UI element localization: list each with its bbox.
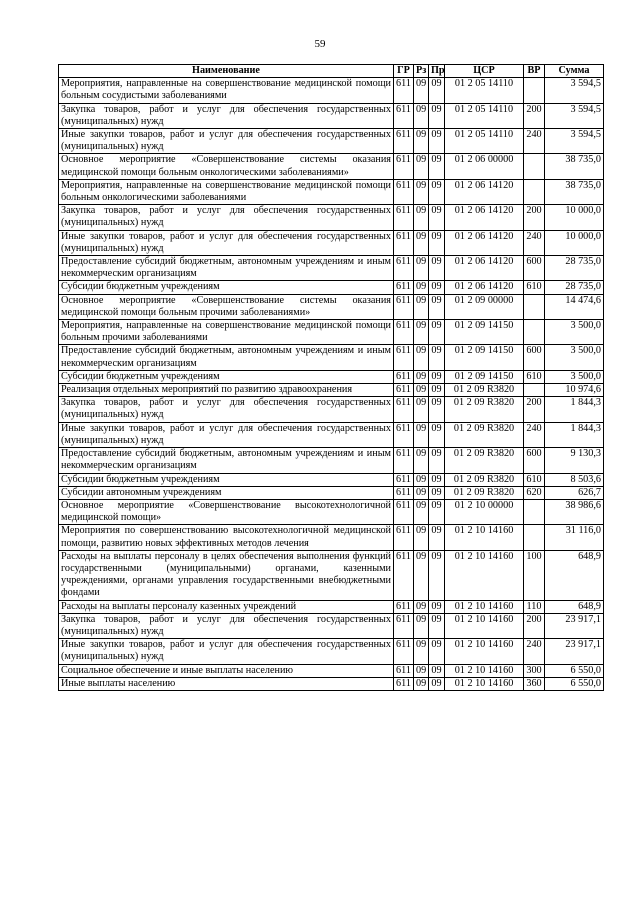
- row-csr: 01 2 09 R3820: [445, 397, 524, 422]
- table-row: [59, 103, 604, 128]
- row-vr: 620: [524, 486, 545, 499]
- row-vr: 240: [524, 639, 545, 664]
- row-csr: 01 2 09 14150: [445, 345, 524, 370]
- row-sum: 28 735,0: [545, 256, 604, 281]
- row-csr: 01 2 05 14110: [445, 129, 524, 154]
- row-rz: 09: [414, 129, 429, 154]
- header-name: Наименование: [59, 65, 394, 78]
- row-vr: 100: [524, 550, 545, 600]
- row-name: Расходы на выплаты персоналу казенных учреждений: [59, 600, 394, 613]
- row-rz: 09: [414, 179, 429, 204]
- table-row: [59, 230, 604, 255]
- row-pr: 09: [429, 294, 445, 319]
- row-vr: 110: [524, 600, 545, 613]
- row-csr: 01 2 10 14160: [445, 613, 524, 638]
- row-name: Мероприятия, направленные на совершенствование медицинской помощи больным сосудистыми заболеваниями: [59, 78, 394, 103]
- row-sum: 38 735,0: [545, 154, 604, 179]
- row-gr: 611: [394, 499, 414, 524]
- row-gr: 611: [394, 320, 414, 345]
- row-name: Основное мероприятие «Совершенствование системы оказания медицинской помощи больным прочими заболеваниями»: [59, 294, 394, 319]
- table-row: [59, 613, 604, 638]
- row-rz: 09: [414, 525, 429, 550]
- row-vr: [524, 525, 545, 550]
- row-gr: 611: [394, 473, 414, 486]
- row-name: Субсидии бюджетным учреждениям: [59, 370, 394, 383]
- row-gr: 611: [394, 205, 414, 230]
- row-rz: 09: [414, 664, 429, 677]
- table-row: [59, 473, 604, 486]
- header-row: [59, 65, 604, 78]
- row-gr: 611: [394, 78, 414, 103]
- row-sum: 10 974,6: [545, 384, 604, 397]
- row-gr: 611: [394, 230, 414, 255]
- row-rz: 09: [414, 550, 429, 600]
- table-row: [59, 499, 604, 524]
- row-gr: 611: [394, 550, 414, 600]
- row-name: Иные закупки товаров, работ и услуг для обеспечения государственных (муниципальных) нужд: [59, 422, 394, 447]
- row-gr: 611: [394, 281, 414, 294]
- header-sum: Сумма: [545, 65, 604, 78]
- row-gr: 611: [394, 397, 414, 422]
- row-csr: 01 2 09 14150: [445, 320, 524, 345]
- row-rz: 09: [414, 230, 429, 255]
- row-pr: 09: [429, 664, 445, 677]
- row-rz: 09: [414, 256, 429, 281]
- row-name: Основное мероприятие «Совершенствование высокотехнологичной медицинской помощи»: [59, 499, 394, 524]
- table-row: [59, 256, 604, 281]
- row-gr: 611: [394, 422, 414, 447]
- table-row: [59, 525, 604, 550]
- row-pr: 09: [429, 179, 445, 204]
- row-vr: 240: [524, 422, 545, 447]
- table-row: [59, 370, 604, 383]
- row-gr: 611: [394, 600, 414, 613]
- row-vr: 360: [524, 677, 545, 690]
- row-csr: 01 2 09 14150: [445, 370, 524, 383]
- row-csr: 01 2 09 R3820: [445, 486, 524, 499]
- row-sum: 3 500,0: [545, 320, 604, 345]
- row-csr: 01 2 10 14160: [445, 600, 524, 613]
- page-number: 59: [314, 38, 326, 50]
- row-pr: 09: [429, 129, 445, 154]
- row-name: Иные закупки товаров, работ и услуг для обеспечения государственных (муниципальных) нужд: [59, 639, 394, 664]
- row-pr: 09: [429, 103, 445, 128]
- row-gr: 611: [394, 179, 414, 204]
- row-gr: 611: [394, 613, 414, 638]
- row-csr: 01 2 06 14120: [445, 179, 524, 204]
- row-sum: 648,9: [545, 600, 604, 613]
- row-vr: 240: [524, 230, 545, 255]
- row-rz: 09: [414, 613, 429, 638]
- row-sum: 3 594,5: [545, 103, 604, 128]
- row-sum: 38 735,0: [545, 179, 604, 204]
- row-gr: 611: [394, 677, 414, 690]
- row-pr: 09: [429, 639, 445, 664]
- row-pr: 09: [429, 345, 445, 370]
- row-csr: 01 2 10 14160: [445, 677, 524, 690]
- row-name: Закупка товаров, работ и услуг для обеспечения государственных (муниципальных) нужд: [59, 613, 394, 638]
- row-gr: 611: [394, 525, 414, 550]
- row-name: Реализация отдельных мероприятий по развитию здравоохранения: [59, 384, 394, 397]
- row-gr: 611: [394, 664, 414, 677]
- row-pr: 09: [429, 256, 445, 281]
- row-rz: 09: [414, 677, 429, 690]
- row-gr: 611: [394, 370, 414, 383]
- row-rz: 09: [414, 154, 429, 179]
- row-vr: 200: [524, 205, 545, 230]
- row-csr: 01 2 09 R3820: [445, 422, 524, 447]
- row-rz: 09: [414, 397, 429, 422]
- row-pr: 09: [429, 320, 445, 345]
- row-name: Мероприятия по совершенствованию высокотехнологичной медицинской помощи, развитию новых эффективных методов лечения: [59, 525, 394, 550]
- row-rz: 09: [414, 448, 429, 473]
- header-pr: Пр: [429, 65, 445, 78]
- row-vr: [524, 78, 545, 103]
- row-vr: [524, 320, 545, 345]
- row-sum: 648,9: [545, 550, 604, 600]
- row-csr: 01 2 09 00000: [445, 294, 524, 319]
- row-pr: 09: [429, 600, 445, 613]
- row-vr: 600: [524, 345, 545, 370]
- table-row: [59, 639, 604, 664]
- row-csr: 01 2 10 14160: [445, 664, 524, 677]
- row-sum: 23 917,1: [545, 613, 604, 638]
- row-gr: 611: [394, 639, 414, 664]
- row-rz: 09: [414, 422, 429, 447]
- row-pr: 09: [429, 499, 445, 524]
- row-gr: 611: [394, 103, 414, 128]
- row-vr: 200: [524, 613, 545, 638]
- row-pr: 09: [429, 397, 445, 422]
- row-rz: 09: [414, 499, 429, 524]
- row-sum: 38 986,6: [545, 499, 604, 524]
- row-pr: 09: [429, 370, 445, 383]
- header-gr: ГР: [394, 65, 414, 78]
- row-rz: 09: [414, 205, 429, 230]
- table-row: [59, 154, 604, 179]
- row-name: Основное мероприятие «Совершенствование системы оказания медицинской помощи больным онкологическими заболеваниями»: [59, 154, 394, 179]
- row-pr: 09: [429, 422, 445, 447]
- row-csr: 01 2 09 R3820: [445, 473, 524, 486]
- row-sum: 28 735,0: [545, 281, 604, 294]
- row-rz: 09: [414, 103, 429, 128]
- row-name: Субсидии автономным учреждениям: [59, 486, 394, 499]
- row-pr: 09: [429, 448, 445, 473]
- row-vr: 300: [524, 664, 545, 677]
- row-csr: 01 2 05 14110: [445, 103, 524, 128]
- row-pr: 09: [429, 550, 445, 600]
- row-vr: [524, 294, 545, 319]
- table-row: [59, 281, 604, 294]
- table-row: [59, 448, 604, 473]
- row-name: Расходы на выплаты персоналу в целях обеспечения выполнения функций государственными (муниципальными) органами, казенными учреждениями, органами управления государственными внебюджетными фондами: [59, 550, 394, 600]
- row-csr: 01 2 09 R3820: [445, 384, 524, 397]
- row-gr: 611: [394, 154, 414, 179]
- row-vr: [524, 154, 545, 179]
- header-rz: Рз: [414, 65, 429, 78]
- row-name: Субсидии бюджетным учреждениям: [59, 473, 394, 486]
- row-rz: 09: [414, 294, 429, 319]
- row-name: Мероприятия, направленные на совершенствование медицинской помощи больным прочими заболеваниями: [59, 320, 394, 345]
- row-csr: 01 2 05 14110: [445, 78, 524, 103]
- row-pr: 09: [429, 613, 445, 638]
- row-sum: 23 917,1: [545, 639, 604, 664]
- row-gr: 611: [394, 129, 414, 154]
- table-row: [59, 345, 604, 370]
- header-csr: ЦСР: [445, 65, 524, 78]
- table-row: [59, 179, 604, 204]
- row-gr: 611: [394, 345, 414, 370]
- table-row: [59, 486, 604, 499]
- row-gr: 611: [394, 256, 414, 281]
- row-vr: 240: [524, 129, 545, 154]
- row-gr: 611: [394, 294, 414, 319]
- row-rz: 09: [414, 345, 429, 370]
- row-vr: [524, 499, 545, 524]
- row-name: Субсидии бюджетным учреждениям: [59, 281, 394, 294]
- table-row: [59, 397, 604, 422]
- row-sum: 6 550,0: [545, 677, 604, 690]
- table-row: [59, 294, 604, 319]
- row-sum: 14 474,6: [545, 294, 604, 319]
- row-rz: 09: [414, 370, 429, 383]
- row-sum: 3 594,5: [545, 78, 604, 103]
- row-csr: 01 2 06 14120: [445, 205, 524, 230]
- table-row: [59, 205, 604, 230]
- row-sum: 10 000,0: [545, 230, 604, 255]
- row-name: Мероприятия, направленные на совершенствование медицинской помощи больным онкологическими заболеваниями: [59, 179, 394, 204]
- table-row: [59, 384, 604, 397]
- row-rz: 09: [414, 473, 429, 486]
- row-gr: 611: [394, 384, 414, 397]
- row-vr: 610: [524, 473, 545, 486]
- row-vr: [524, 179, 545, 204]
- row-csr: 01 2 10 00000: [445, 499, 524, 524]
- table-row: [59, 78, 604, 103]
- row-name: Предоставление субсидий бюджетным, автономным учреждениям и иным некоммерческим организациям: [59, 345, 394, 370]
- row-csr: 01 2 06 14120: [445, 230, 524, 255]
- row-pr: 09: [429, 473, 445, 486]
- row-csr: 01 2 06 14120: [445, 256, 524, 281]
- row-sum: 1 844,3: [545, 397, 604, 422]
- row-name: Социальное обеспечение и иные выплаты населению: [59, 664, 394, 677]
- row-pr: 09: [429, 154, 445, 179]
- row-csr: 01 2 10 14160: [445, 525, 524, 550]
- row-pr: 09: [429, 230, 445, 255]
- table-row: [59, 600, 604, 613]
- table-row: [59, 129, 604, 154]
- row-vr: 600: [524, 256, 545, 281]
- row-csr: 01 2 10 14160: [445, 550, 524, 600]
- row-name: Закупка товаров, работ и услуг для обеспечения государственных (муниципальных) нужд: [59, 103, 394, 128]
- row-gr: 611: [394, 486, 414, 499]
- row-vr: 200: [524, 397, 545, 422]
- header-vr: ВР: [524, 65, 545, 78]
- row-sum: 3 500,0: [545, 345, 604, 370]
- row-csr: 01 2 06 14120: [445, 281, 524, 294]
- row-name: Закупка товаров, работ и услуг для обеспечения государственных (муниципальных) нужд: [59, 397, 394, 422]
- row-sum: 626,7: [545, 486, 604, 499]
- row-sum: 9 130,3: [545, 448, 604, 473]
- row-pr: 09: [429, 486, 445, 499]
- row-csr: 01 2 09 R3820: [445, 448, 524, 473]
- row-pr: 09: [429, 525, 445, 550]
- row-name: Иные закупки товаров, работ и услуг для обеспечения государственных (муниципальных) нужд: [59, 129, 394, 154]
- row-pr: 09: [429, 205, 445, 230]
- row-gr: 611: [394, 448, 414, 473]
- row-csr: 01 2 10 14160: [445, 639, 524, 664]
- table-row: [59, 422, 604, 447]
- row-pr: 09: [429, 384, 445, 397]
- table-row: [59, 677, 604, 690]
- row-sum: 31 116,0: [545, 525, 604, 550]
- row-name: Закупка товаров, работ и услуг для обеспечения государственных (муниципальных) нужд: [59, 205, 394, 230]
- row-sum: 8 503,6: [545, 473, 604, 486]
- row-sum: 3 500,0: [545, 370, 604, 383]
- table-row: [59, 320, 604, 345]
- row-pr: 09: [429, 78, 445, 103]
- row-vr: 610: [524, 281, 545, 294]
- row-vr: [524, 384, 545, 397]
- row-name: Предоставление субсидий бюджетным, автономным учреждениям и иным некоммерческим организациям: [59, 256, 394, 281]
- row-rz: 09: [414, 639, 429, 664]
- row-csr: 01 2 06 00000: [445, 154, 524, 179]
- row-vr: 600: [524, 448, 545, 473]
- row-rz: 09: [414, 600, 429, 613]
- row-rz: 09: [414, 281, 429, 294]
- row-name: Предоставление субсидий бюджетным, автономным учреждениям и иным некоммерческим организациям: [59, 448, 394, 473]
- row-pr: 09: [429, 281, 445, 294]
- row-rz: 09: [414, 486, 429, 499]
- row-name: Иные закупки товаров, работ и услуг для обеспечения государственных (муниципальных) нужд: [59, 230, 394, 255]
- row-rz: 09: [414, 320, 429, 345]
- row-vr: 200: [524, 103, 545, 128]
- row-sum: 1 844,3: [545, 422, 604, 447]
- row-vr: 610: [524, 370, 545, 383]
- row-name: Иные выплаты населению: [59, 677, 394, 690]
- row-pr: 09: [429, 677, 445, 690]
- row-sum: 6 550,0: [545, 664, 604, 677]
- row-rz: 09: [414, 384, 429, 397]
- row-sum: 10 000,0: [545, 205, 604, 230]
- row-rz: 09: [414, 78, 429, 103]
- table-row: [59, 664, 604, 677]
- budget-table: [58, 64, 604, 691]
- table-row: [59, 550, 604, 600]
- row-sum: 3 594,5: [545, 129, 604, 154]
